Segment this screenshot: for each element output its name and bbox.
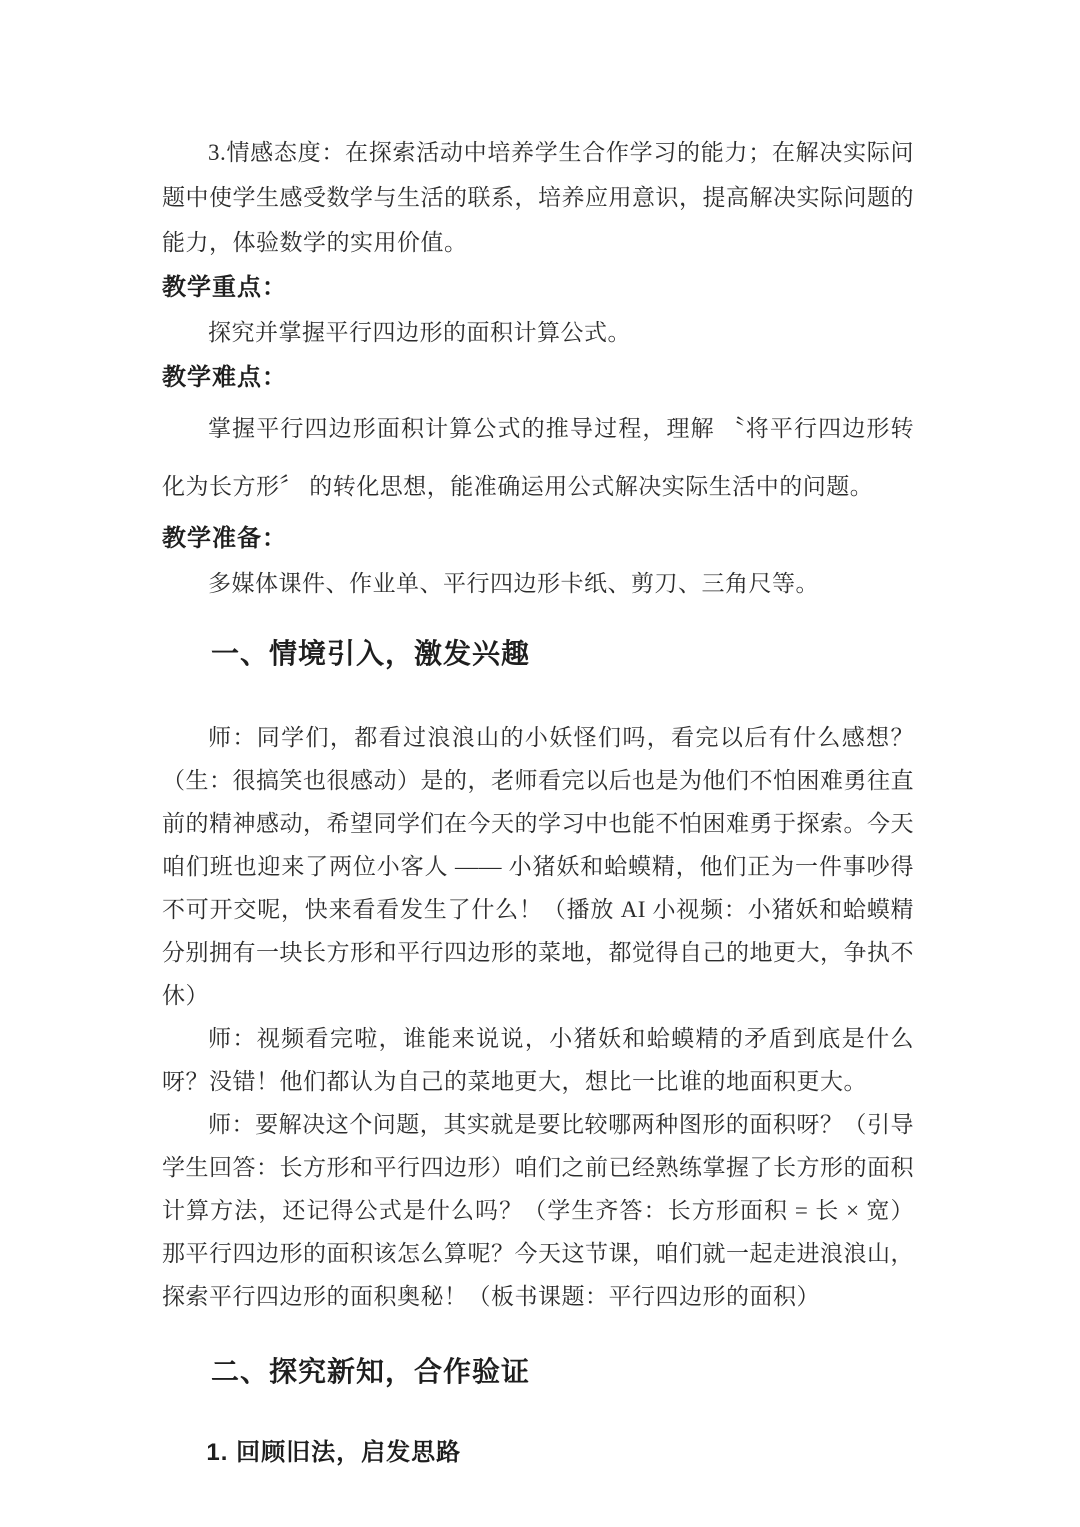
paragraph-teacher-dialogue-1: 师：同学们，都看过浪浪山的小妖怪们吗，看完以后有什么感想？（生：很搞笑也很感动）是的，老师看完以后也是为他们不怕困难勇往直前的精神感动，希望同学们在今天的学习中也能不怕困难勇于探索。今天咱们班也迎来了两位小客人 —— 小猪妖和蛤蟆精，他们正为一件事吵得不可开交呢，快来看看发生了什么！（播放 AI 小视频：小猪妖和蛤蟆精分别拥有一块长方形和平行四边形的菜地，都觉得自己的地更大，争执不休）	[162, 725, 914, 1008]
paragraph-teaching-key-points: 探究并掌握平行四边形的面积计算公式。	[208, 320, 631, 345]
heading-teaching-key-points: 教学重点：	[162, 274, 287, 301]
paragraph-teacher-dialogue-3: 师：要解决这个问题，其实就是要比较哪两种图形的面积呀？（引导学生回答：长方形和平行四边形）咱们之前已经熟练掌握了长方形的面积计算方法，还记得公式是什么吗？（学生齐答：长方形面积 = 长 × 宽）那平行四边形的面积该怎么算呢？今天这节课，咱们就一起走进浪浪山，探索平行四边形的面积奥秘！（板书课题：平行四边形的面积）	[162, 1112, 914, 1309]
paragraph-emotional-attitude-objective: 3.情感态度：在探索活动中培养学生合作学习的能力；在解决实际问题中使学生感受数学与生活的联系，培养应用意识，提高解决实际问题的能力，体验数学的实用价值。	[162, 140, 914, 255]
paragraph-teaching-difficulties: 掌握平行四边形面积计算公式的推导过程，理解 〝将平行四边形转化为长方形〞 的转化思想，能准确运用公式解决实际生活中的问题。	[162, 416, 914, 499]
paragraph-teacher-dialogue-2: 师：视频看完啦，谁能来说说，小猪妖和蛤蟆精的矛盾到底是什么呀？没错！他们都认为自己的菜地更大，想比一比谁的地面积更大。	[162, 1026, 914, 1094]
paragraph-teaching-preparation: 多媒体课件、作业单、平行四边形卡纸、剪刀、三角尺等。	[208, 571, 819, 596]
section-title-scenario-introduction: 一、情境引入，激发兴趣	[211, 638, 531, 669]
section-title-explore-new-knowledge: 二、探究新知，合作验证	[211, 1356, 531, 1387]
heading-teaching-difficulties: 教学难点：	[162, 364, 287, 391]
subsection-title-review-old-method: 1. 回顾旧法，启发思路	[206, 1439, 462, 1466]
heading-teaching-preparation: 教学准备：	[162, 525, 287, 552]
